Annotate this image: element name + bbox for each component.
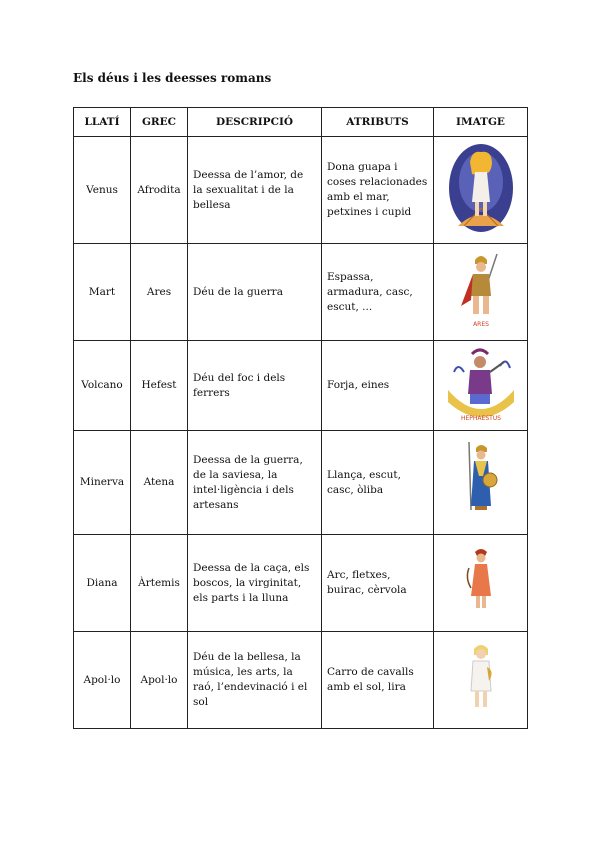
table-row xyxy=(74,431,528,535)
header-latin: LLATÍ xyxy=(74,108,131,137)
apollo-figure-icon xyxy=(461,641,501,715)
header-greek: GREC xyxy=(131,108,188,137)
ares-figure-icon xyxy=(451,250,511,330)
table-row xyxy=(74,535,528,632)
image-caption: HEPHAESTUS xyxy=(460,415,501,422)
description: Déu de la bellesa, la música, les arts, la raó, l’endevinació i el sol xyxy=(188,632,322,729)
hephaestus-figure-icon xyxy=(444,342,518,424)
latin-name: Mart xyxy=(74,244,131,341)
table-row xyxy=(74,341,528,431)
venus-figure-icon xyxy=(446,142,516,234)
description: Déu del foc i dels ferrers xyxy=(188,341,322,431)
image-cell xyxy=(434,137,528,244)
greek-name: Ares xyxy=(131,244,188,341)
table-row xyxy=(74,137,528,244)
attributes: Carro de cavalls amb el sol, lira xyxy=(322,632,434,729)
greek-name: Atena xyxy=(131,431,188,535)
attributes: Dona guapa i coses relacionades amb el mar, petxines i cupid xyxy=(322,137,434,244)
table-header-row xyxy=(74,108,528,137)
greek-name: Afrodita xyxy=(131,137,188,244)
attributes: Forja, eines xyxy=(322,341,434,431)
header-attributes: ATRIBUTS xyxy=(322,108,434,137)
athena-figure-icon xyxy=(461,440,501,520)
table-row xyxy=(74,244,528,341)
image-cell xyxy=(434,244,528,341)
image-caption: ARES xyxy=(472,320,489,328)
attributes: Llança, escut, casc, òliba xyxy=(322,431,434,535)
attributes: Espassa, armadura, casc, escut, ... xyxy=(322,244,434,341)
description: Déu de la guerra xyxy=(188,244,322,341)
latin-name: Minerva xyxy=(74,431,131,535)
image-cell xyxy=(434,431,528,535)
description: Deessa de la caça, els boscos, la virginitat, els parts i la lluna xyxy=(188,535,322,632)
attributes: Arc, fletxes, buirac, cèrvola xyxy=(322,535,434,632)
artemis-figure-icon xyxy=(461,546,501,616)
image-cell xyxy=(434,535,528,632)
greek-name: Apol·lo xyxy=(131,632,188,729)
header-description: DESCRIPCIÓ xyxy=(188,108,322,137)
image-cell xyxy=(434,341,528,431)
latin-name: Diana xyxy=(74,535,131,632)
header-image: IMATGE xyxy=(434,108,528,137)
latin-name: Volcano xyxy=(74,341,131,431)
gods-table xyxy=(73,107,528,729)
description: Deessa de la guerra, de la saviesa, la intel·ligència i dels artesans xyxy=(188,431,322,535)
greek-name: Hefest xyxy=(131,341,188,431)
description: Deessa de l’amor, de la sexualitat i de la bellesa xyxy=(188,137,322,244)
latin-name: Venus xyxy=(74,137,131,244)
table-row xyxy=(74,632,528,729)
page-title: Els déus i les deesses romans xyxy=(73,71,272,85)
image-cell xyxy=(434,632,528,729)
latin-name: Apol·lo xyxy=(74,632,131,729)
greek-name: Àrtemis xyxy=(131,535,188,632)
